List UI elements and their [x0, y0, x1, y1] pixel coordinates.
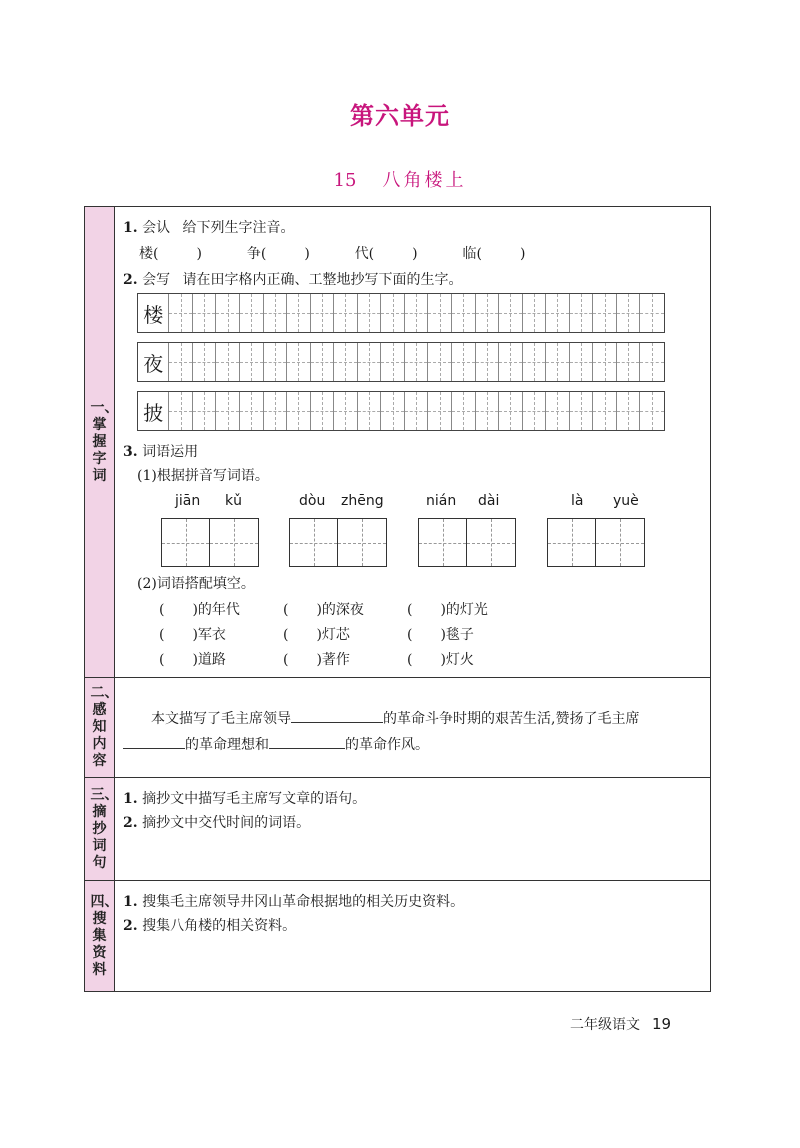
- grid-cell[interactable]: [452, 294, 476, 332]
- grid-cell[interactable]: [570, 294, 594, 332]
- grid-cell[interactable]: [381, 294, 405, 332]
- collect-item: 1. 搜集毛主席领导井冈山革命根据地的相关历史资料。: [123, 894, 465, 910]
- word-match-item[interactable]: ( )灯芯: [283, 627, 350, 643]
- grid-cell[interactable]: [381, 392, 405, 430]
- grid-cell[interactable]: [617, 392, 641, 430]
- grid-cell[interactable]: [476, 343, 500, 381]
- grid-cell[interactable]: [428, 392, 452, 430]
- pinyin-label: jiān: [175, 493, 201, 509]
- section-side-label: 三、摘抄词句: [85, 778, 115, 880]
- word-match-item[interactable]: ( )的深夜: [283, 602, 364, 618]
- writing-grid-row[interactable]: [137, 293, 665, 333]
- grid-cell[interactable]: [240, 392, 264, 430]
- grid-cell[interactable]: [287, 294, 311, 332]
- grid-cell[interactable]: [428, 343, 452, 381]
- box-cell[interactable]: [162, 519, 210, 566]
- question-2: 2. 会写 请在田字格内正确、工整地抄写下面的生字。: [123, 272, 463, 288]
- writing-grid-row[interactable]: [137, 342, 665, 382]
- section-side-label: 一、掌握字词: [85, 207, 115, 677]
- writing-grid-row[interactable]: [137, 391, 665, 431]
- word-match-item[interactable]: ( )毯子: [407, 627, 474, 643]
- grid-cell[interactable]: [334, 392, 358, 430]
- grid-cell[interactable]: [405, 392, 429, 430]
- page-number: 19: [652, 1015, 672, 1033]
- fill-blank[interactable]: [291, 709, 383, 723]
- excerpt-item: 1. 摘抄文中描写毛主席写文章的语句。: [123, 791, 367, 807]
- grid-cell[interactable]: [593, 392, 617, 430]
- grid-cell[interactable]: [169, 343, 193, 381]
- grid-cell[interactable]: [570, 392, 594, 430]
- word-match-item[interactable]: ( )道路: [159, 652, 226, 668]
- grid-cell[interactable]: [240, 343, 264, 381]
- grid-cell[interactable]: [593, 294, 617, 332]
- section-excerpt-phrases: [85, 778, 710, 881]
- word-match-item[interactable]: ( )灯火: [407, 652, 474, 668]
- grid-cell[interactable]: [216, 392, 240, 430]
- word-match-item[interactable]: ( )的年代: [159, 602, 240, 618]
- sample-character: 楼: [138, 294, 169, 332]
- grid-cell[interactable]: [523, 343, 547, 381]
- lesson-title: [0, 166, 800, 192]
- grid-cell[interactable]: [264, 392, 288, 430]
- sample-character: 披: [138, 392, 169, 430]
- grid-cell[interactable]: [287, 392, 311, 430]
- word-match-item[interactable]: ( )军衣: [159, 627, 226, 643]
- grid-cell[interactable]: [216, 343, 240, 381]
- grid-cell[interactable]: [334, 343, 358, 381]
- summary-line-1: 本文描写了毛主席领导 的革命斗争时期的艰苦生活,赞扬了毛主席: [151, 711, 640, 727]
- word-writing-box[interactable]: [161, 518, 259, 567]
- grid-cell[interactable]: [240, 294, 264, 332]
- grid-cell[interactable]: [640, 392, 664, 430]
- grid-cell[interactable]: [476, 294, 500, 332]
- lesson-name: 八角楼上: [382, 170, 467, 191]
- grid-cell[interactable]: [381, 343, 405, 381]
- grid-cell[interactable]: [216, 294, 240, 332]
- section-side-label: 二、感知内容: [85, 678, 115, 777]
- pinyin-label: yuè: [613, 493, 639, 509]
- unit-title: 第六单元: [350, 102, 450, 130]
- question-3: 3. 词语运用: [123, 444, 199, 460]
- grid-cell[interactable]: [640, 294, 664, 332]
- grid-cell[interactable]: [546, 294, 570, 332]
- question-1: 1. 会认 给下列生字注音。: [123, 220, 295, 236]
- grid-cell[interactable]: [287, 343, 311, 381]
- grid-cell[interactable]: [405, 294, 429, 332]
- word-writing-box[interactable]: [547, 518, 645, 567]
- box-cell[interactable]: [419, 519, 467, 566]
- section-side-label: 四、搜集资料: [85, 881, 115, 991]
- grid-cell[interactable]: [546, 343, 570, 381]
- grid-cell[interactable]: [358, 392, 382, 430]
- grid-cell[interactable]: [193, 343, 217, 381]
- grid-cell[interactable]: [311, 343, 335, 381]
- grid-cell[interactable]: [546, 392, 570, 430]
- sub-question-2: (2)词语搭配填空。: [137, 576, 255, 592]
- grid-cell[interactable]: [593, 343, 617, 381]
- grid-cell[interactable]: [523, 392, 547, 430]
- box-cell[interactable]: [210, 519, 258, 566]
- fill-blank[interactable]: [269, 735, 345, 749]
- grid-cell[interactable]: [617, 294, 641, 332]
- section-master-words: [85, 207, 710, 678]
- box-cell[interactable]: [290, 519, 338, 566]
- grid-cell[interactable]: [499, 392, 523, 430]
- box-cell[interactable]: [467, 519, 515, 566]
- section-perceive-content: [85, 678, 710, 778]
- pinyin-answer-row: 楼( ) 争( ) 代( ) 临( ): [139, 246, 526, 262]
- grid-cell[interactable]: [640, 343, 664, 381]
- pinyin-label: dòu: [299, 493, 326, 509]
- box-cell[interactable]: [548, 519, 596, 566]
- pinyin-label: là: [571, 493, 584, 509]
- grid-cell[interactable]: [311, 294, 335, 332]
- grid-cell[interactable]: [358, 294, 382, 332]
- pinyin-label: zhēng: [341, 493, 384, 509]
- grid-cell[interactable]: [169, 294, 193, 332]
- grid-cell[interactable]: [169, 392, 193, 430]
- box-cell[interactable]: [596, 519, 644, 566]
- word-match-item[interactable]: ( )的灯光: [407, 602, 488, 618]
- word-match-item[interactable]: ( )著作: [283, 652, 350, 668]
- summary-line-2: 的革命理想和 的革命作风。: [123, 734, 429, 754]
- lesson-number: 15: [333, 170, 357, 191]
- word-writing-box[interactable]: [289, 518, 387, 567]
- fill-blank[interactable]: [123, 735, 185, 749]
- worksheet-table: [84, 206, 711, 992]
- pinyin-label: dài: [478, 493, 500, 509]
- grid-cell[interactable]: [264, 294, 288, 332]
- grid-cell[interactable]: [334, 294, 358, 332]
- collect-item: 2. 搜集八角楼的相关资料。: [123, 918, 297, 934]
- grid-cell[interactable]: [358, 343, 382, 381]
- grid-cell[interactable]: [570, 343, 594, 381]
- grid-cell[interactable]: [311, 392, 335, 430]
- sample-character: 夜: [138, 343, 169, 381]
- pinyin-label: nián: [426, 493, 457, 509]
- grid-cell[interactable]: [452, 343, 476, 381]
- grid-cell[interactable]: [264, 343, 288, 381]
- grid-cell[interactable]: [499, 343, 523, 381]
- excerpt-item: 2. 摘抄文中交代时间的词语。: [123, 815, 311, 831]
- pinyin-label: kǔ: [225, 493, 242, 509]
- word-writing-box[interactable]: [418, 518, 516, 567]
- sub-question-1: (1)根据拼音写词语。: [137, 468, 269, 484]
- grid-cell[interactable]: [193, 392, 217, 430]
- grid-cell[interactable]: [405, 343, 429, 381]
- section-collect-materials: [85, 881, 710, 991]
- grid-cell[interactable]: [193, 294, 217, 332]
- grid-cell[interactable]: [499, 294, 523, 332]
- grid-cell[interactable]: [476, 392, 500, 430]
- grid-cell[interactable]: [523, 294, 547, 332]
- grid-cell[interactable]: [452, 392, 476, 430]
- page-footer: 二年级语文 19: [570, 1015, 672, 1033]
- grid-cell[interactable]: [428, 294, 452, 332]
- box-cell[interactable]: [338, 519, 386, 566]
- grid-cell[interactable]: [617, 343, 641, 381]
